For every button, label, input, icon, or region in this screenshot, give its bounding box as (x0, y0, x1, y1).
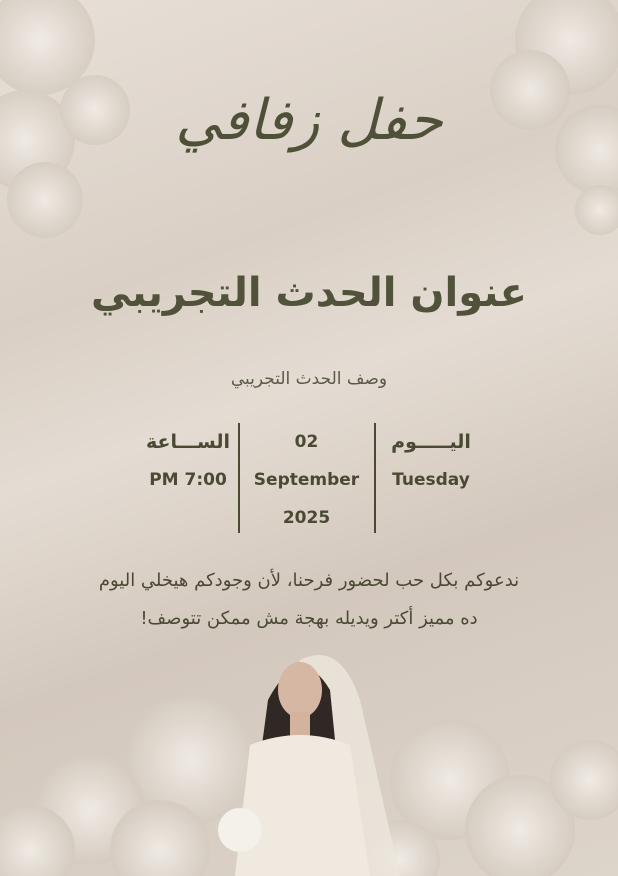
date-year: 2025 (282, 508, 331, 528)
script-title: حفل زفافي (175, 88, 443, 153)
date-month: September (253, 470, 360, 490)
day-label: اليـــــوم (391, 431, 471, 453)
time-label: الســـاعة (145, 431, 231, 453)
divider (238, 423, 240, 533)
day-column (376, 428, 486, 504)
invitation-message (40, 562, 578, 638)
time-column (138, 428, 238, 504)
message-line-1: ندعوكم بكل حب لحضور فرحنا، لأن وجودكم هيخلي اليوم (98, 570, 520, 591)
date-column (239, 428, 374, 542)
event-description: وصف الحدث التجريبي (230, 369, 388, 389)
message-line-2: ده مميز أكتر ويديله بهجة مش ممكن تتوصف! (140, 608, 478, 629)
time-value: PM 7:00 (149, 470, 227, 490)
divider (374, 423, 376, 533)
day-value: Tuesday (392, 470, 470, 490)
event-title: عنوان الحدث التجريبي (91, 270, 527, 316)
date-day: 02 (294, 432, 319, 452)
